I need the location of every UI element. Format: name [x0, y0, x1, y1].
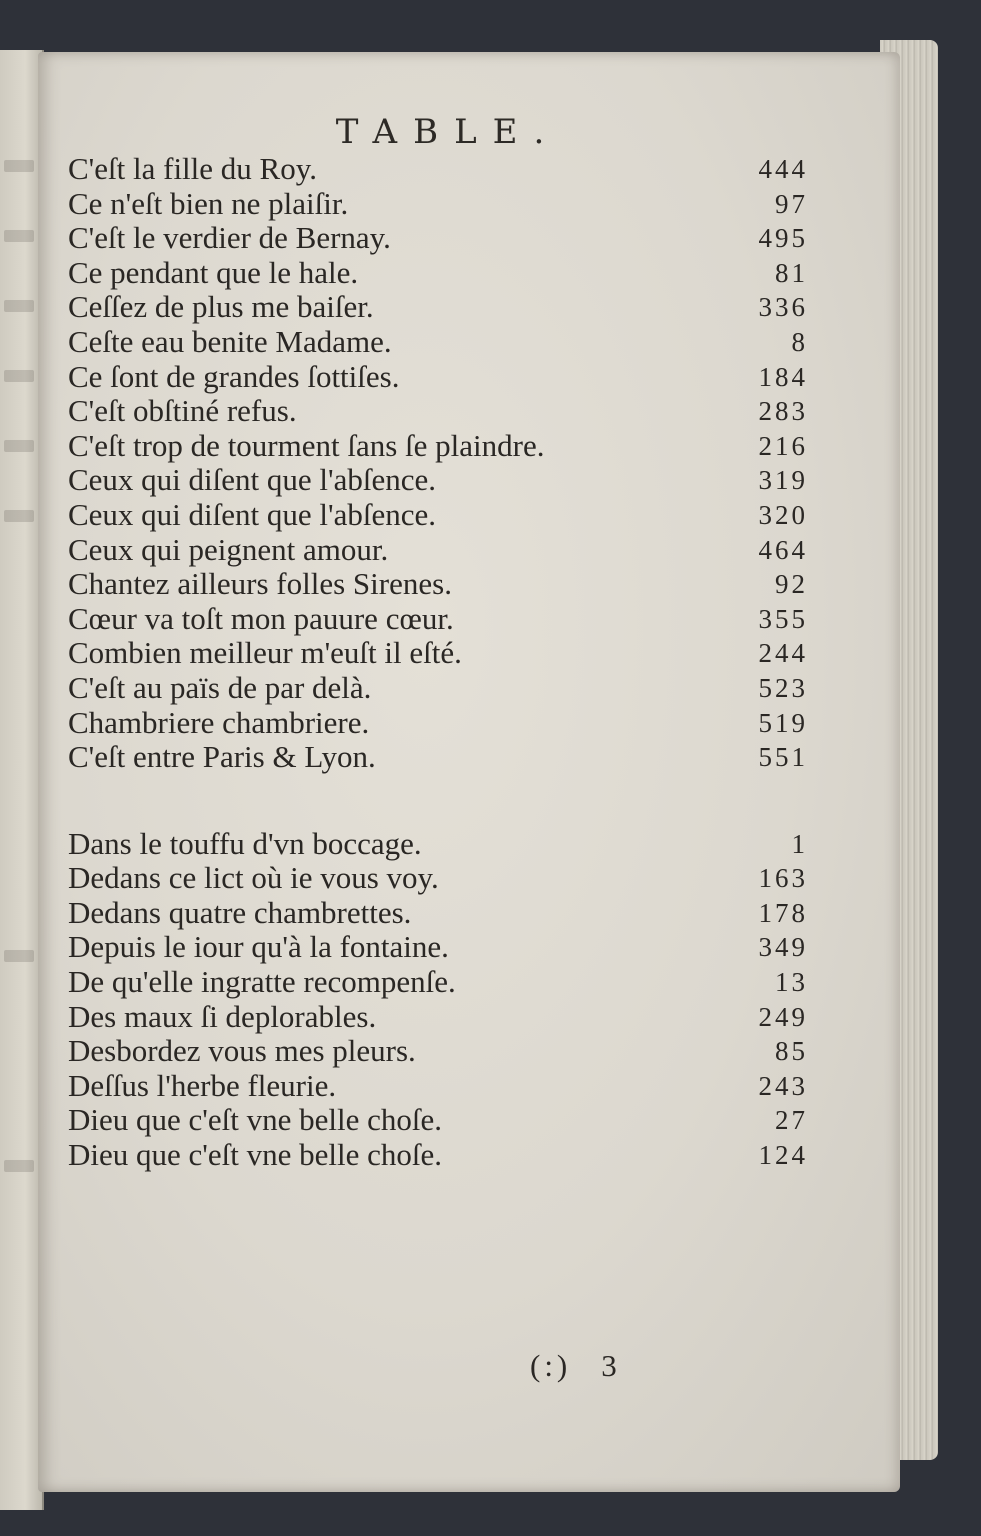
toc-entry: [68, 1103, 808, 1138]
entry-title: Ceux qui diſent que l'abſence.: [68, 462, 437, 498]
entry-page: 216: [758, 430, 808, 461]
toc-entry: [68, 827, 808, 862]
entry-page: 97: [775, 188, 808, 219]
toc-entry: [68, 187, 808, 222]
entry-title: Deſſus l'herbe fleurie.: [68, 1067, 337, 1103]
entry-page: 495: [758, 223, 808, 254]
entry-page: 27: [775, 1105, 808, 1136]
toc-entry: [68, 533, 808, 568]
section-gap: [68, 775, 808, 827]
running-head: TABLE.: [335, 112, 561, 152]
entry-title: Dans le touffu d'vn boccage.: [68, 825, 422, 861]
entry-title: C'eſt la fille du Roy.: [68, 151, 317, 186]
entry-title: Ceſſez de plus me baiſer.: [68, 289, 374, 325]
toc-entry: [68, 1069, 808, 1104]
toc-entry: [68, 152, 808, 187]
toc-entry: [68, 394, 808, 429]
toc-entry: [68, 221, 808, 256]
entry-title: Ce ſont de grandes ſottiſes.: [68, 358, 400, 394]
entry-title: C'eſt entre Paris & Lyon.: [68, 739, 376, 775]
entry-page: 464: [758, 534, 808, 565]
entry-title: Desbordez vous mes pleurs.: [68, 1033, 416, 1069]
entry-page: 178: [758, 897, 808, 928]
toc-entry: [68, 1000, 808, 1035]
entry-title: Ce pendant que le hale.: [68, 254, 359, 290]
entry-title: De qu'elle ingratte recompenſe.: [68, 964, 456, 1000]
entry-title: Dieu que c'eſt vne belle choſe.: [68, 1102, 442, 1138]
toc-entry: [68, 602, 808, 637]
toc-entry: [68, 1034, 808, 1069]
entry-title: Chambriere chambriere.: [68, 704, 370, 740]
entry-title: Dedans quatre chambrettes.: [68, 894, 412, 930]
bleed-through-mark: [4, 510, 34, 522]
toc-entry: [68, 671, 808, 706]
entry-page: 444: [758, 154, 808, 184]
toc-entry: [68, 930, 808, 965]
toc-entry: [68, 498, 808, 533]
table-of-contents: [68, 152, 808, 1173]
toc-entry: [68, 740, 808, 775]
entry-page: 244: [758, 638, 808, 669]
entry-title: Ceux qui peignent amour.: [68, 531, 389, 567]
entry-title: Dedans ce lict où ie vous voy.: [68, 860, 439, 896]
bleed-through-mark: [4, 1160, 34, 1172]
toc-entry: [68, 965, 808, 1000]
entry-page: 249: [758, 1001, 808, 1032]
signature-symbol: (:): [530, 1348, 572, 1383]
entry-title: Depuis le iour qu'à la fontaine.: [68, 929, 449, 965]
bleed-through-mark: [4, 370, 34, 382]
entry-page: 336: [758, 292, 808, 323]
table-page: [38, 52, 900, 1492]
toc-entry: [68, 896, 808, 931]
toc-entry: [68, 290, 808, 325]
bleed-through-mark: [4, 300, 34, 312]
toc-entry: [68, 861, 808, 896]
toc-entry: [68, 463, 808, 498]
section-d: [68, 827, 808, 1173]
entry-page: 124: [758, 1140, 808, 1171]
entry-page: 163: [758, 863, 808, 894]
entry-title: Cœur va toſt mon pauure cœur.: [68, 600, 454, 636]
toc-entry: [68, 636, 808, 671]
entry-title: Ce n'eſt bien ne plaiſir.: [68, 185, 349, 221]
entry-page: 523: [758, 672, 808, 703]
entry-title: Des maux ſi deplorables.: [68, 998, 377, 1034]
entry-page: 283: [758, 396, 808, 427]
toc-entry: [68, 256, 808, 291]
entry-title: Dieu que c'eſt vne belle choſe.: [68, 1137, 442, 1173]
entry-page: 184: [758, 361, 808, 392]
toc-entry: [68, 429, 808, 464]
entry-page: 519: [758, 707, 808, 738]
entry-page: 1: [791, 828, 808, 859]
section-c: [68, 152, 808, 775]
signature-number: 3: [601, 1348, 621, 1383]
entry-title: C'eſt au païs de par delà.: [68, 669, 372, 705]
entry-page: 243: [758, 1070, 808, 1101]
bleed-through-mark: [4, 160, 34, 172]
entry-title: C'eſt obſtiné refus.: [68, 393, 297, 429]
entry-title: Chantez ailleurs folles Sirenes.: [68, 566, 452, 602]
entry-title: Ceux qui diſent que l'abſence.: [68, 496, 437, 532]
entry-page: 13: [775, 967, 808, 998]
entry-page: 81: [775, 257, 808, 288]
bleed-through-mark: [4, 950, 34, 962]
toc-entry: [68, 1138, 808, 1173]
entry-page: 319: [758, 465, 808, 496]
bleed-through-mark: [4, 230, 34, 242]
toc-entry: [68, 360, 808, 395]
toc-entry: [68, 325, 808, 360]
entry-page: 92: [775, 569, 808, 600]
entry-title: C'eſt le verdier de Bernay.: [68, 220, 391, 256]
entry-title: C'eſt trop de tourment ſans ſe plaindre.: [68, 427, 545, 463]
entry-page: 551: [758, 742, 808, 773]
entry-page: 320: [758, 499, 808, 530]
entry-title: Ceſte eau benite Madame.: [68, 323, 392, 359]
entry-page: 85: [775, 1036, 808, 1067]
bleed-through-mark: [4, 440, 34, 452]
entry-page: 349: [758, 932, 808, 963]
toc-entry: [68, 567, 808, 602]
toc-entry: [68, 706, 808, 741]
entry-page: 8: [791, 326, 808, 357]
entry-page: 355: [758, 603, 808, 634]
signature-mark: [530, 1348, 621, 1384]
entry-title: Combien meilleur m'euſt il eſté.: [68, 635, 462, 671]
